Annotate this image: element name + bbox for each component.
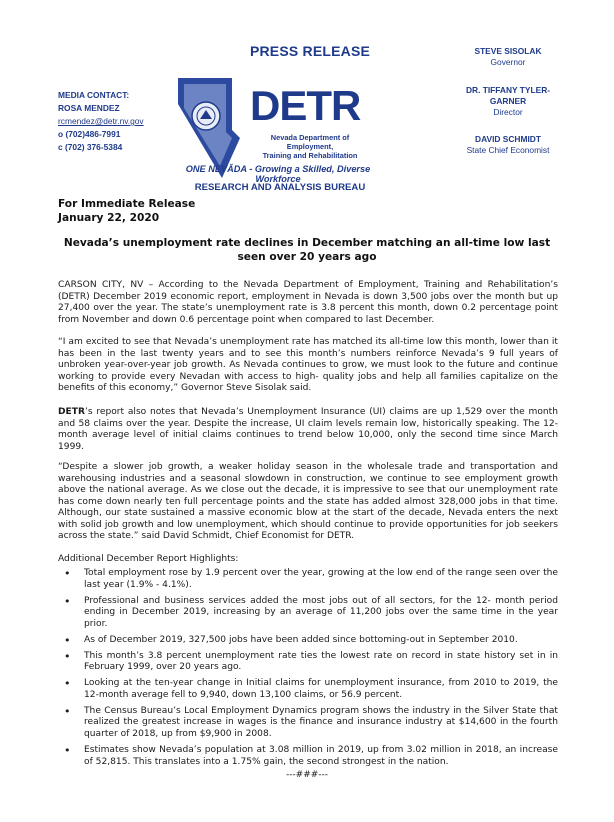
- bullet-icon: •: [64, 704, 71, 718]
- media-contact-name: ROSA MENDEZ: [58, 103, 120, 113]
- list-item: • Professional and business services added the most jobs out of all sectors, for the 12- month period ending in December 2019, increasing by an average of 11,200 jobs over the same time in the year prior.: [64, 594, 558, 629]
- list-item: • Total employment rose by 1.9 percent over the year, growing at the low end of the range seen over the last year (1.9% - 4.1%).: [64, 567, 558, 590]
- media-contact-email[interactable]: rcmendez@detr.nv.gov: [58, 116, 144, 126]
- highlights-title: Additional December Report Highlights:: [58, 554, 239, 564]
- list-item: • Looking at the ten-year change in Initial claims for unemployment insurance, from 2010 to 2019, the 12-month average fell to 9,940, down 13,100 claims, or 56.9 percent.: [64, 677, 558, 700]
- paragraph-economist-quote: “Despite a slower job growth, a weaker holiday season in the wholesale trade and transportation and warehousing industries and a seasonal slowdown in construction, we continue to see employment growth above the national average. As we close out the decade, it is impressive to see that our unemployment rate has come down nearly ten full percentage points and the state has added almost 328,000 jobs in that time. Although, our state sustained a massive economic blow at the start of the decade, Nevada enters the next with solid job growth and low unemployment, which should continue to provide opportunities for job seekers across the state.” said David Schmidt, Chief Economist for DETR.: [58, 462, 558, 541]
- agency-name-line1: Nevada Department of Employment,: [270, 133, 350, 151]
- list-item: • This month’s 3.8 percent unemployment rate ties the lowest rate on record in state history set in in February 1999, over 20 years ago.: [64, 649, 558, 673]
- bullet-icon: •: [64, 649, 71, 663]
- media-contact: [58, 89, 144, 154]
- agency-name-line2: Training and Rehabilitation: [262, 151, 358, 160]
- end-mark: ---###---: [285, 770, 329, 780]
- list-item: • The Census Bureau’s Local Employment Dynamics program shows the industry in the Silver State that realized the greatest increase in wages is the finance and insurance industry at $14,600 in the fourth quarter of 2018, up from $9,900 in 2008.: [64, 704, 558, 740]
- detr-lead: DETR: [58, 407, 85, 417]
- official-economist: [448, 134, 568, 156]
- official-title: State Chief Economist: [466, 145, 550, 155]
- paragraph-ui-claims: [58, 407, 558, 453]
- official-governor: [448, 46, 568, 68]
- list-item: • As of December 2019, 327,500 jobs have been added since bottoming-out in September 2010.: [64, 633, 518, 647]
- release-immediate: For Immediate Release: [58, 198, 196, 210]
- bullet-icon: •: [64, 744, 71, 758]
- official-name: DR. TIFFANY TYLER-GARNER: [465, 85, 551, 106]
- paragraph-ui-claims-text: ’s report also notes that Nevada’s Unemployment Insurance (UI) claims are up 1,529 over the month and 58 claims over the year. Despite the increase, UI claim levels remain low, historically speaking. The 12-month average level of initial claims continues to trend below 10,000, only the second time since March 1999.: [58, 407, 558, 452]
- bullet-icon: •: [64, 594, 71, 608]
- release-date: January 22, 2020: [58, 212, 160, 224]
- official-title: Governor: [490, 57, 526, 67]
- headline: Nevada’s unemployment rate declines in December matching an all-time low last seen over 20 years ago: [63, 237, 551, 263]
- bullet-icon: •: [64, 567, 71, 580]
- press-release-title: PRESS RELEASE: [249, 43, 371, 59]
- official-title: Director: [493, 107, 523, 117]
- bullet-icon: •: [64, 633, 71, 647]
- tagline: ONE NEVĂDA - Growing a Skilled, Diverse Workforce: [185, 164, 371, 184]
- paragraph-governor-quote: “I am excited to see that Nevada’s unemployment rate has matched its all-time low this month, lower than it has been in the last twenty years and to see this month’s numbers reinforce Nevada’s 9 full years of unbroken year-over-year job growth. As Nevada continues to grow, we must look to the future and continue working to provide every Nevadan with access to high- quality jobs and help all families capitalize on the benefits of this economy,” Governor Steve Sisolak said.: [58, 337, 558, 393]
- paragraph-intro: CARSON CITY, NV – According to the Nevada Department of Employment, Training and Rehabilitation’s (DETR) December 2019 economic report, employment in Nevada is down 3,500 jobs over the month but up 27,400 over the year. The state’s unemployment rate is 3.8 percent this month, down 0.2 percentage point from November and down 0.6 percentage point when compared to last December.: [58, 280, 558, 325]
- media-contact-label: MEDIA CONTACT:: [58, 90, 130, 100]
- official-name: STEVE SISOLAK: [474, 46, 542, 56]
- bullet-icon: •: [64, 677, 71, 691]
- media-contact-office-phone: o (702)486-7991: [58, 129, 121, 139]
- official-name: DAVID SCHMIDT: [475, 134, 541, 144]
- release-info: [58, 197, 195, 225]
- agency-name: [250, 133, 370, 160]
- bureau-name: RESEARCH AND ANALYSIS BUREAU: [194, 182, 366, 193]
- official-director: [448, 85, 568, 118]
- highlights-list: [58, 568, 558, 773]
- list-item: • Estimates show Nevada’s population at 3.08 million in 2019, up from 3.02 million in 2018, an increase of 52,815. This translates into a 1.75% gain, the second strongest in the nation.: [64, 744, 558, 767]
- detr-wordmark: DETR: [250, 82, 361, 129]
- media-contact-cell-phone: c (702) 376-5384: [58, 142, 123, 152]
